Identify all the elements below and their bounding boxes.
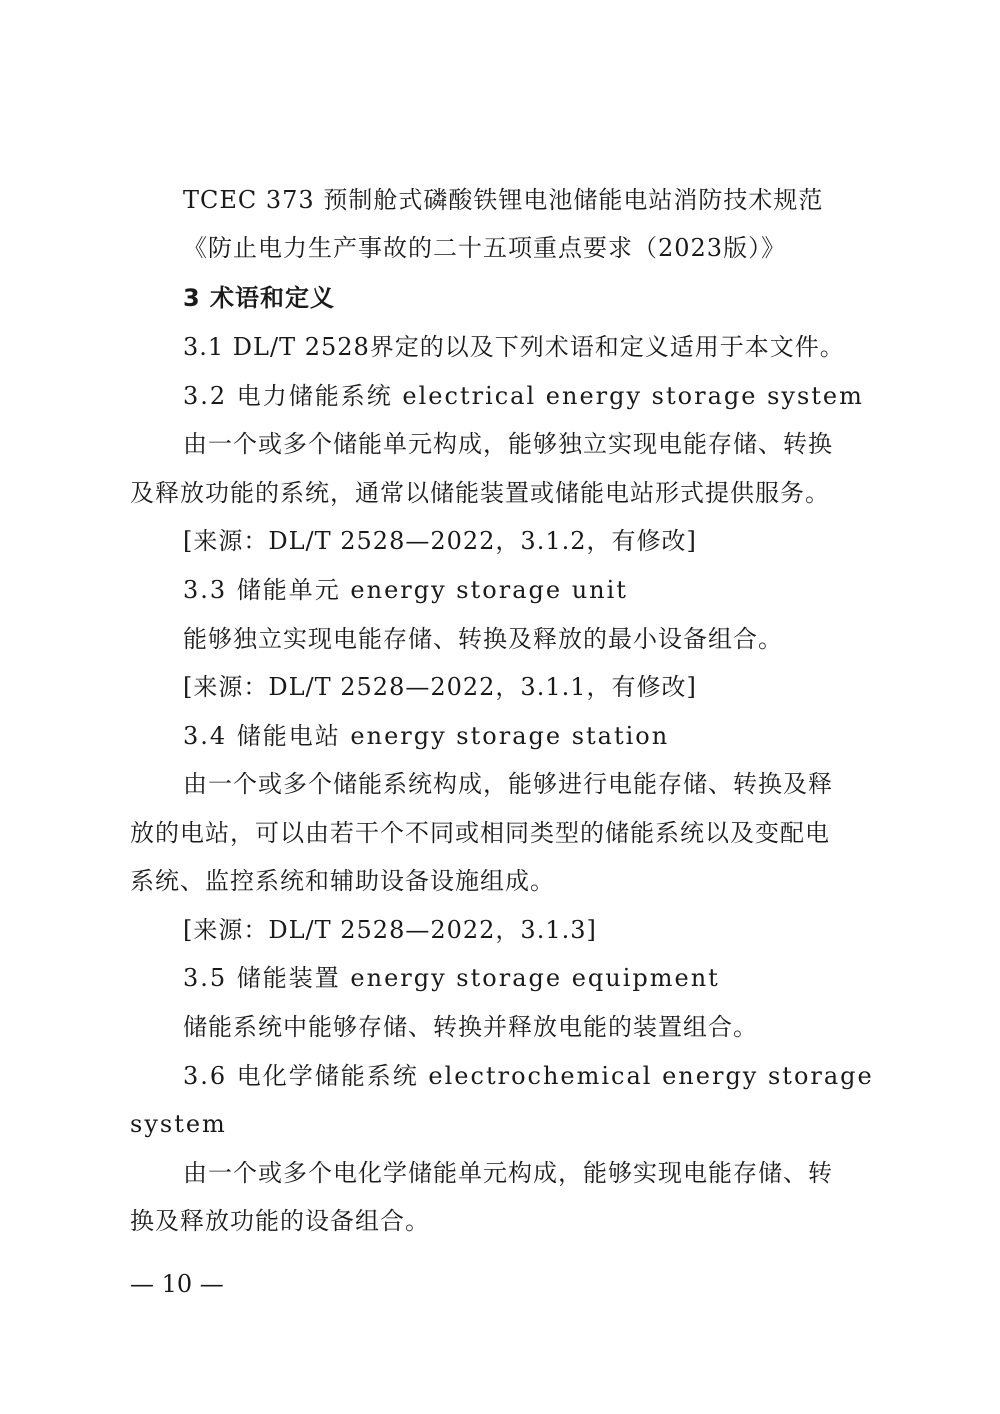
reference-tcec-373: TCEC 373 预制舱式磷酸铁锂电池储能电站消防技术规范 [183,186,824,214]
term-3-2-definition-line-1: 由一个或多个储能单元构成，能够独立实现电能存储、转换 [183,430,833,458]
term-3-6-definition-line-2: 换及释放功能的设备组合。 [130,1207,430,1235]
term-3-5-title: 3.5 储能装置 energy storage equipment [183,964,720,992]
section-heading-terms-definitions: 3 术语和定义 [183,284,336,312]
term-3-2-title: 3.2 电力储能系统 electrical energy storage system [183,382,864,410]
term-3-4-title: 3.4 储能电站 energy storage station [183,722,670,750]
term-3-4-source: [来源：DL/T 2528—2022，3.1.3] [183,916,597,944]
term-3-3-source: [来源：DL/T 2528—2022，3.1.1，有修改] [183,673,697,701]
term-3-2-definition-line-2: 及释放功能的系统，通常以储能装置或储能电站形式提供服务。 [130,479,830,507]
term-3-4-definition-line-3: 系统、监控系统和辅助设备设施组成。 [130,867,555,895]
term-3-4-definition-line-2: 放的电站，可以由若干个不同或相同类型的储能系统以及变配电 [130,819,830,847]
term-3-5-definition: 储能系统中能够存储、转换并释放电能的装置组合。 [183,1013,758,1041]
term-3-6-title: 3.6 电化学储能系统 electrochemical energy storage [183,1062,874,1090]
reference-twenty-five-requirements: 《防止电力生产事故的二十五项重点要求（2023版）》 [183,234,787,262]
term-3-3-definition: 能够独立实现电能存储、转换及释放的最小设备组合。 [183,625,783,653]
term-3-4-definition-line-1: 由一个或多个储能系统构成，能够进行电能存储、转换及释 [183,770,833,798]
term-3-2-source: [来源：DL/T 2528—2022，3.1.2，有修改] [183,527,697,555]
term-3-6-title-continued: system [130,1110,227,1138]
term-3-6-definition-line-1: 由一个或多个电化学储能单元构成，能够实现电能存储、转 [183,1159,833,1187]
term-3-3-title: 3.3 储能单元 energy storage unit [183,576,628,604]
page-number: — 10 — [130,1270,224,1298]
clause-3-1: 3.1 DL/T 2528界定的以及下列术语和定义适用于本文件。 [183,333,845,361]
